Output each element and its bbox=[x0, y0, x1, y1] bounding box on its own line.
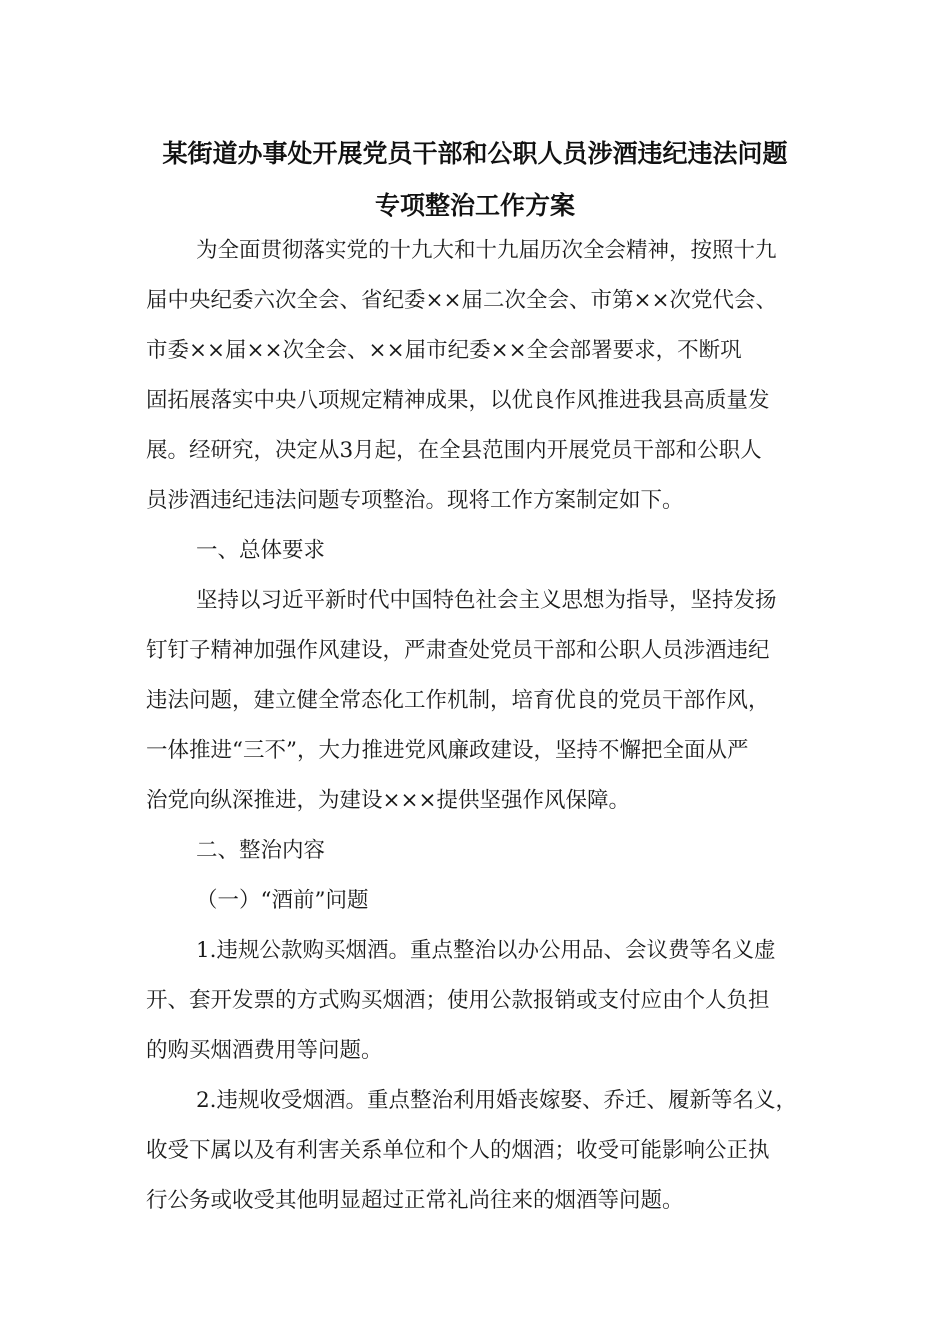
section-heading: 二、整治内容 bbox=[196, 838, 326, 863]
subsection-heading: （一）“酒前”问题 bbox=[196, 888, 369, 913]
paragraph-line: 一体推进“三不”，大力推进党风廉政建设，坚持不懈把全面从严 bbox=[146, 738, 749, 763]
paragraph-line: 违法问题，建立健全常态化工作机制，培育优良的党员干部作风， bbox=[146, 688, 770, 713]
paragraph-line: 为全面贯彻落实党的十九大和十九届历次全会精神，按照十九 bbox=[196, 238, 777, 263]
paragraph-line: 2.违规收受烟酒。重点整治利用婚丧嫁娶、乔迁、履新等名义， bbox=[196, 1088, 798, 1113]
section-heading: 一、总体要求 bbox=[196, 538, 326, 563]
paragraph-line: 固拓展落实中央八项规定精神成果，以优良作风推进我县高质量发 bbox=[146, 388, 770, 413]
paragraph-line: 届中央纪委六次全会、省纪委××届二次全会、市第××次党代会、 bbox=[146, 288, 778, 313]
paragraph-line: 行公务或收受其他明显超过正常礼尚往来的烟酒等问题。 bbox=[146, 1188, 684, 1213]
paragraph-line: 开、套开发票的方式购买烟酒；使用公款报销或支付应由个人负担 bbox=[146, 988, 770, 1013]
paragraph-line: 的购买烟酒费用等问题。 bbox=[146, 1038, 383, 1063]
paragraph-line: 收受下属以及有利害关系单位和个人的烟酒；收受可能影响公正执 bbox=[146, 1138, 770, 1163]
paragraph-line: 员涉酒违纪违法问题专项整治。现将工作方案制定如下。 bbox=[146, 488, 684, 513]
paragraph-line: 市委××届××次全会、××届市纪委××全会部署要求，不断巩 bbox=[146, 338, 742, 363]
paragraph-line: 钉钉子精神加强作风建设，严肃查处党员干部和公职人员涉酒违纪 bbox=[146, 638, 770, 663]
document-title-line-2: 专项整治工作方案 bbox=[374, 191, 575, 220]
paragraph-line: 展。经研究，决定从3月起，在全县范围内开展党员干部和公职人 bbox=[146, 438, 762, 463]
paragraph-line: 治党向纵深推进，为建设×××提供坚强作风保障。 bbox=[146, 788, 631, 813]
document-title-line-1: 某街道办事处开展党员干部和公职人员涉酒违纪违法问题 bbox=[162, 139, 788, 168]
paragraph-line: 坚持以习近平新时代中国特色社会主义思想为指导，坚持发扬 bbox=[196, 588, 777, 613]
paragraph-line: 1.违规公款购买烟酒。重点整治以办公用品、会议费等名义虚 bbox=[196, 938, 776, 963]
